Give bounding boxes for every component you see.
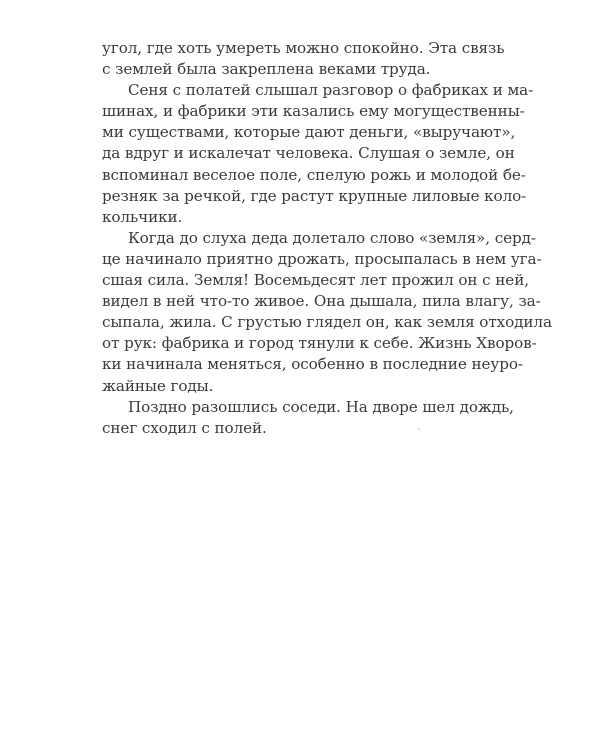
text-line: с землей была закреплена веками труда. <box>102 60 431 79</box>
text-line: резняк за речкой, где растут крупные лиловые коло- <box>102 186 527 205</box>
text-line: Когда до слуха деда долетало слово «земля», серд- <box>128 228 536 247</box>
text-line: Поздно разошлись соседи. На дворе шел дождь, <box>128 397 514 416</box>
paragraph <box>102 80 534 228</box>
text-line: шинах, и фабрики эти казались ему могущественны- <box>102 102 525 121</box>
text-line: ми существами, которые дают деньги, «выручают», <box>102 123 516 142</box>
text-line: це начинало приятно дрожать, просыпалась в нем уга- <box>102 249 542 268</box>
paper-speck <box>418 428 420 430</box>
text-line: Сеня с полатей слышал разговор о фабриках и ма- <box>128 81 534 100</box>
paragraph <box>102 38 505 80</box>
text-line: видел в ней что-то живое. Она дышала, пила влагу, за- <box>102 292 541 311</box>
text-line: кольчики. <box>102 207 183 226</box>
text-line: да вдруг и искалечат человека. Слушая о земле, он <box>102 144 515 163</box>
text-line: снег сходил с полей. <box>102 418 267 437</box>
paragraph <box>102 397 514 439</box>
text-line: вспоминал веселое поле, спелую рожь и молодой бе- <box>102 165 526 184</box>
text-line: угол, где хоть умереть можно спокойно. Эта связь <box>102 39 505 57</box>
page-text <box>102 38 552 439</box>
text-line: от рук: фабрика и город тянули к себе. Жизнь Хворов- <box>102 334 537 353</box>
text-line: сыпала, жила. С грустью глядел он, как земля отходила <box>102 313 552 332</box>
text-line: жайные годы. <box>102 376 214 395</box>
text-line: ки начинала меняться, особенно в последние неуро- <box>102 355 523 374</box>
text-line: сшая сила. Земля! Восемьдесят лет прожил он с ней, <box>102 271 529 290</box>
paragraph <box>102 228 552 397</box>
